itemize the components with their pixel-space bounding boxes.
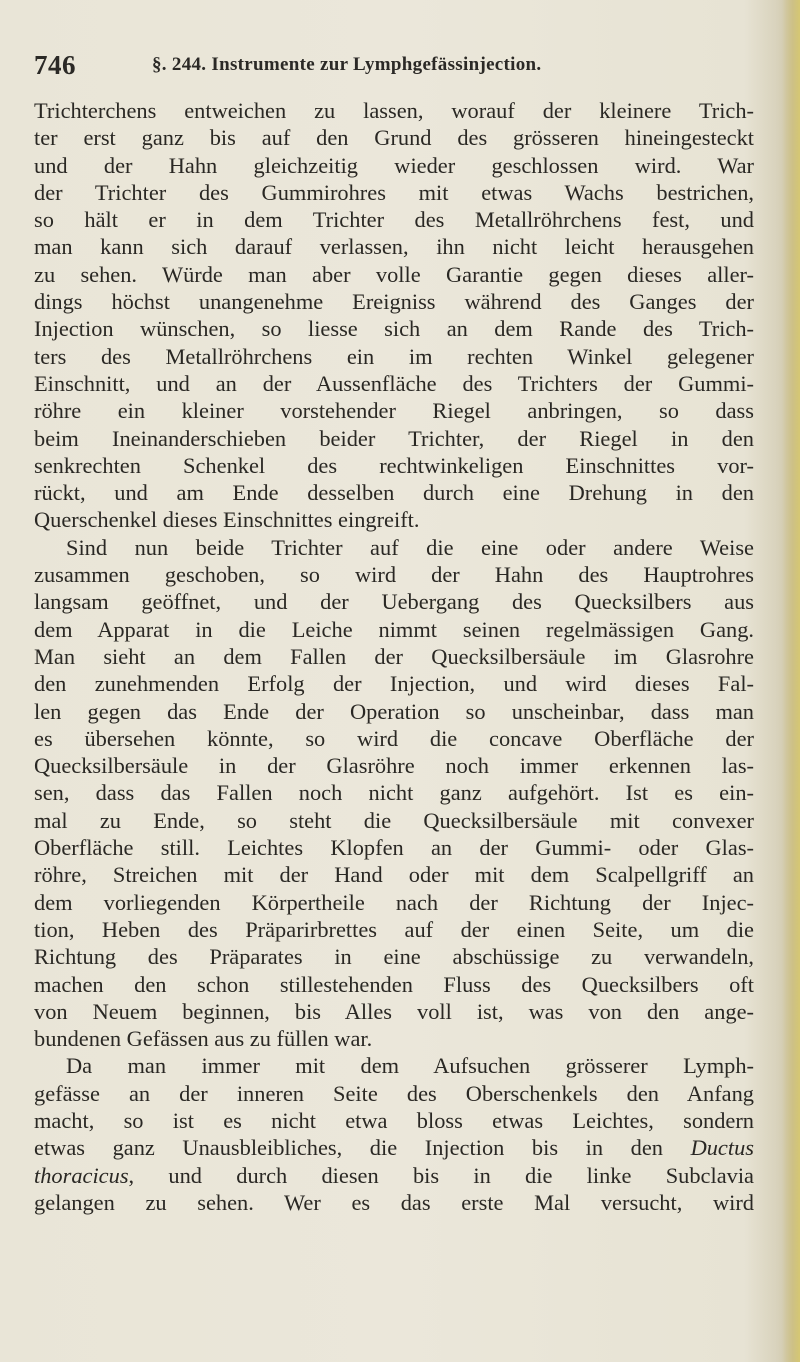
italic-term: thoracicus	[34, 1162, 129, 1188]
line-text: man kann sich darauf verlassen, ihn nicht leicht herausgehen	[34, 234, 754, 260]
line-text: langsam geöffnet, und der Uebergang des Quecksilbers aus	[34, 589, 754, 615]
line-text: etwas ganz Unausbleibliches, die Injection bis in den	[34, 1135, 691, 1161]
text-line	[34, 834, 754, 861]
line-text: dem Apparat in die Leiche nimmt seinen regelmässigen Gang.	[34, 616, 754, 642]
text-line	[34, 370, 754, 397]
text-line	[34, 1107, 754, 1134]
text-line	[34, 998, 754, 1025]
text-line	[34, 233, 754, 260]
text-line	[34, 588, 754, 615]
text-line	[34, 97, 754, 124]
text-line	[34, 397, 754, 424]
text-line	[34, 670, 754, 697]
line-text: ter erst ganz bis auf den Grund des grösseren hineingesteckt	[34, 125, 754, 151]
text-line	[34, 861, 754, 888]
text-line	[34, 1025, 754, 1052]
line-text: gelangen zu sehen. Wer es das erste Mal versucht, wird	[34, 1189, 754, 1215]
italic-term: Ductus	[690, 1135, 754, 1161]
text-line	[34, 425, 754, 452]
line-text: Da man immer mit dem Aufsuchen grösserer Lymph-	[66, 1053, 754, 1079]
text-line	[34, 943, 754, 970]
line-text: Querschenkel dieses Einschnittes eingreift.	[34, 507, 420, 533]
text-line	[34, 643, 754, 670]
line-text: gefässe an der inneren Seite des Oberschenkels den Anfang	[34, 1080, 754, 1106]
line-text: machen den schon stillestehenden Fluss des Quecksilbers oft	[34, 971, 754, 997]
line-text: , und durch diesen bis in die linke Subclavia	[128, 1162, 754, 1188]
line-text: röhre, Streichen mit der Hand oder mit dem Scalpellgriff an	[34, 862, 754, 888]
line-text: der Trichter des Gummirohres mit etwas Wachs bestrichen,	[34, 179, 754, 205]
text-line	[34, 616, 754, 643]
text-line	[34, 479, 754, 506]
page-number: 746	[34, 50, 76, 80]
line-text: ters des Metallröhrchens ein im rechten Winkel gelegener	[34, 343, 754, 369]
line-text: dem vorliegenden Körpertheile nach der Richtung der Injec-	[34, 889, 754, 915]
line-text: Richtung des Präparates in eine abschüssige zu verwandeln,	[34, 944, 754, 970]
running-head: §. 244. Instrumente zur Lymphgefässinjection.	[152, 54, 542, 75]
line-text: senkrechten Schenkel des rechtwinkeligen Einschnittes vor-	[34, 452, 754, 478]
text-line	[34, 452, 754, 479]
text-line	[34, 261, 754, 288]
text-line	[34, 152, 754, 179]
line-text: zusammen geschoben, so wird der Hahn des Hauptrohres	[34, 562, 754, 588]
text-line	[34, 1134, 754, 1161]
line-text: macht, so ist es nicht etwa bloss etwas Leichtes, sondern	[34, 1107, 754, 1133]
text-line	[34, 916, 754, 943]
line-text: und der Hahn gleichzeitig wieder geschlossen wird. War	[34, 152, 754, 178]
line-text: so hält er in dem Trichter des Metallröhrchens fest, und	[34, 207, 754, 233]
line-text: es übersehen könnte, so wird die concave Oberfläche der	[34, 725, 754, 751]
line-text: sen, dass das Fallen noch nicht ganz aufgehört. Ist es ein-	[34, 780, 754, 806]
text-line	[34, 698, 754, 725]
line-text: den zunehmenden Erfolg der Injection, und wird dieses Fal-	[34, 671, 754, 697]
line-text: Man sieht an dem Fallen der Quecksilbersäule im Glasrohre	[34, 643, 754, 669]
text-line	[34, 752, 754, 779]
line-text: rückt, und am Ende desselben durch eine Drehung in den	[34, 480, 754, 506]
line-text: beim Ineinanderschieben beider Trichter, der Riegel in den	[34, 425, 754, 451]
body-text	[34, 97, 754, 1216]
line-text: bundenen Gefässen aus zu füllen war.	[34, 1026, 373, 1052]
line-text: dings höchst unangenehme Ereigniss während des Ganges der	[34, 289, 754, 315]
text-line	[34, 124, 754, 151]
text-line	[34, 343, 754, 370]
text-line	[34, 288, 754, 315]
text-line	[34, 1189, 754, 1216]
text-line	[34, 779, 754, 806]
line-text: zu sehen. Würde man aber volle Garantie gegen dieses aller-	[34, 261, 754, 287]
text-line	[34, 315, 754, 342]
line-text: len gegen das Ende der Operation so unscheinbar, dass man	[34, 698, 754, 724]
text-line	[34, 1052, 754, 1079]
text-line	[34, 1080, 754, 1107]
page-header	[34, 50, 754, 84]
line-text: Quecksilbersäule in der Glasröhre noch immer erkennen las-	[34, 753, 754, 779]
text-line	[34, 561, 754, 588]
text-line	[34, 725, 754, 752]
text-line	[34, 971, 754, 998]
text-line	[34, 807, 754, 834]
text-line	[34, 534, 754, 561]
text-line	[34, 1162, 754, 1189]
page-edge-shadow	[782, 0, 800, 1362]
line-text: tion, Heben des Präparirbrettes auf der einen Seite, um die	[34, 916, 754, 942]
line-text: Trichterchens entweichen zu lassen, worauf der kleinere Trich-	[34, 98, 754, 123]
text-line	[34, 889, 754, 916]
line-text: Einschnitt, und an der Aussenfläche des Trichters der Gummi-	[34, 370, 754, 396]
line-text: röhre ein kleiner vorstehender Riegel anbringen, so dass	[34, 398, 754, 424]
line-text: Oberfläche still. Leichtes Klopfen an der Gummi- oder Glas-	[34, 835, 754, 861]
line-text: mal zu Ende, so steht die Quecksilbersäule mit convexer	[34, 807, 754, 833]
line-text: Sind nun beide Trichter auf die eine oder andere Weise	[66, 534, 754, 560]
line-text: von Neuem beginnen, bis Alles voll ist, was von den ange-	[34, 998, 754, 1024]
text-line	[34, 206, 754, 233]
line-text: Injection wünschen, so liesse sich an dem Rande des Trich-	[34, 316, 754, 342]
text-line	[34, 506, 754, 533]
text-line	[34, 179, 754, 206]
